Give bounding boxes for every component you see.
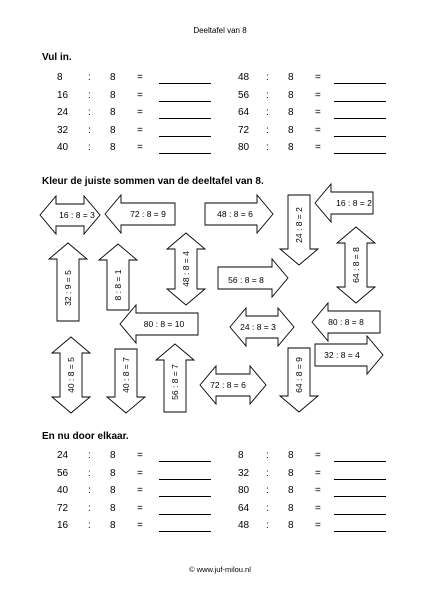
equals-sign: =: [137, 485, 143, 496]
divisor: 8: [110, 89, 116, 101]
divisor: 8: [110, 72, 116, 83]
arrow-sum-label: 8 : 8 = 1: [113, 269, 123, 301]
footer-copyright: © www.juf-milou.nl: [189, 565, 251, 574]
dividend: 40: [57, 485, 69, 496]
arrow-card[interactable]: [280, 348, 318, 412]
colon: :: [88, 450, 91, 461]
arrow-sum-label: 56 : 8 = 7: [170, 364, 180, 400]
divisor: 8: [110, 467, 116, 479]
equals-sign: =: [315, 142, 321, 153]
dividend: 8: [238, 450, 244, 461]
divisor: 8: [288, 124, 294, 136]
dividend: 24: [57, 450, 69, 461]
dividend: 80: [238, 485, 250, 496]
divisor: 8: [288, 72, 294, 83]
divisor: 8: [110, 107, 116, 118]
colon: :: [88, 124, 91, 136]
dividend: 80: [238, 142, 250, 153]
arrow-sum-label: 32 : 8 = 4: [324, 350, 360, 360]
divisor: 8: [288, 142, 294, 153]
divisor: 8: [110, 142, 116, 153]
dividend: 72: [57, 502, 69, 514]
divisor: 8: [288, 467, 294, 479]
dividend: 56: [57, 467, 69, 479]
arrow-card[interactable]: [315, 184, 373, 222]
arrow-sum-label: 24 : 8 = 2: [294, 207, 304, 243]
equals-sign: =: [137, 107, 143, 118]
colon: :: [88, 142, 91, 153]
arrow-sum-label: 48 : 8 = 6: [217, 209, 253, 219]
colon: :: [88, 502, 91, 514]
answer-blank[interactable]: [334, 514, 386, 515]
answer-blank[interactable]: [334, 479, 386, 480]
colon: :: [266, 450, 269, 461]
equation-row: [0, 485, 440, 499]
equals-sign: =: [137, 502, 143, 514]
answer-blank[interactable]: [334, 461, 386, 462]
divisor: 8: [288, 107, 294, 118]
equals-sign: =: [315, 520, 321, 531]
equals-sign: =: [137, 450, 143, 461]
colon: :: [88, 520, 91, 531]
arrow-card[interactable]: [315, 336, 383, 374]
arrow-sum-label: 40 : 8 = 5: [66, 357, 76, 393]
dividend: 16: [57, 89, 69, 101]
colon: :: [266, 124, 269, 136]
page-title: Deeltafel van 8: [193, 26, 247, 35]
dividend: 32: [238, 467, 250, 479]
equation-row: [0, 520, 440, 534]
arrow-sum-label: 16 : 8 = 3: [59, 210, 95, 220]
dividend: 32: [57, 124, 69, 136]
colon: :: [266, 107, 269, 118]
equals-sign: =: [137, 89, 143, 101]
arrow-card[interactable]: [107, 349, 145, 413]
equals-sign: =: [315, 485, 321, 496]
colon: :: [88, 89, 91, 101]
arrow-sum-label: 72 : 8 = 6: [210, 380, 246, 390]
colon: :: [266, 467, 269, 479]
arrow-card[interactable]: [230, 308, 294, 346]
divisor: 8: [110, 520, 116, 531]
colon: :: [88, 107, 91, 118]
arrow-sum-label: 64 : 8 = 8: [351, 247, 361, 283]
dividend: 24: [57, 107, 69, 118]
section-heading-kleur: Kleur de juiste sommen van de deeltafel van 8.: [42, 176, 264, 187]
section-heading-vul-in: Vul in.: [42, 52, 72, 63]
arrow-sum-label: 80 : 8 = 10: [143, 319, 185, 329]
dividend: 48: [238, 72, 250, 83]
arrow-card[interactable]: [167, 233, 205, 305]
dividend: 8: [57, 72, 63, 83]
divisor: 8: [288, 520, 294, 531]
equals-sign: =: [137, 142, 143, 153]
arrow-sum-label: 40 : 8 = 7: [121, 357, 131, 393]
arrow-sum-label: 56 : 8 = 8: [228, 275, 264, 285]
colon: :: [266, 142, 269, 153]
colon: :: [88, 467, 91, 479]
arrow-sum-label: 32 : 9 = 5: [63, 270, 73, 306]
arrow-sum-label: 72 : 8 = 9: [130, 209, 166, 219]
divisor: 8: [288, 485, 294, 496]
arrow-sum-label: 80 : 8 = 8: [328, 317, 364, 327]
arrow-card[interactable]: [40, 196, 100, 234]
colon: :: [266, 89, 269, 101]
divisor: 8: [110, 450, 116, 461]
equation-row: [0, 450, 440, 464]
equals-sign: =: [137, 124, 143, 136]
colon: :: [266, 485, 269, 496]
section-heading-door-elkaar: En nu door elkaar.: [42, 431, 129, 442]
equals-sign: =: [315, 467, 321, 479]
arrow-card[interactable]: [337, 227, 375, 303]
arrow-card[interactable]: [280, 195, 318, 265]
divisor: 8: [288, 502, 294, 514]
arrow-card[interactable]: [312, 303, 380, 341]
equals-sign: =: [137, 520, 143, 531]
equals-sign: =: [315, 450, 321, 461]
equals-sign: =: [315, 72, 321, 83]
answer-blank[interactable]: [334, 496, 386, 497]
dividend: 40: [57, 142, 69, 153]
equals-sign: =: [137, 467, 143, 479]
equals-sign: =: [315, 124, 321, 136]
arrow-card[interactable]: [99, 244, 137, 310]
arrow-card[interactable]: [120, 305, 198, 343]
answer-blank[interactable]: [334, 531, 386, 532]
divisor: 8: [110, 485, 116, 496]
equals-sign: =: [315, 502, 321, 514]
equals-sign: =: [315, 89, 321, 101]
divisor: 8: [288, 450, 294, 461]
equals-sign: =: [315, 107, 321, 118]
colon: :: [266, 520, 269, 531]
colon: :: [266, 72, 269, 83]
dividend: 64: [238, 107, 250, 118]
arrow-card[interactable]: [156, 344, 194, 412]
divisor: 8: [288, 89, 294, 101]
dividend: 16: [57, 520, 69, 531]
arrow-card[interactable]: [105, 195, 175, 233]
colon: :: [88, 485, 91, 496]
dividend: 64: [238, 502, 250, 514]
dividend: 56: [238, 89, 250, 101]
dividend: 72: [238, 124, 250, 136]
arrow-sum-label: 48 : 8 = 4: [181, 251, 191, 287]
dividend: 48: [238, 520, 250, 531]
equation-row: [0, 503, 440, 517]
divisor: 8: [110, 502, 116, 514]
equals-sign: =: [137, 72, 143, 83]
arrow-sum-label: 64 : 8 = 9: [294, 357, 304, 393]
colon: :: [88, 72, 91, 83]
arrow-card[interactable]: [205, 195, 273, 233]
arrow-sum-label: 16 : 8 = 2: [336, 198, 372, 208]
arrow-card[interactable]: [200, 366, 266, 404]
arrow-card[interactable]: [218, 259, 288, 297]
divisor: 8: [110, 124, 116, 136]
equation-row: [0, 468, 440, 482]
arrow-card[interactable]: [49, 243, 87, 321]
colon: :: [266, 502, 269, 514]
arrow-card[interactable]: [52, 337, 90, 413]
arrow-sum-label: 24 : 8 = 3: [240, 322, 276, 332]
